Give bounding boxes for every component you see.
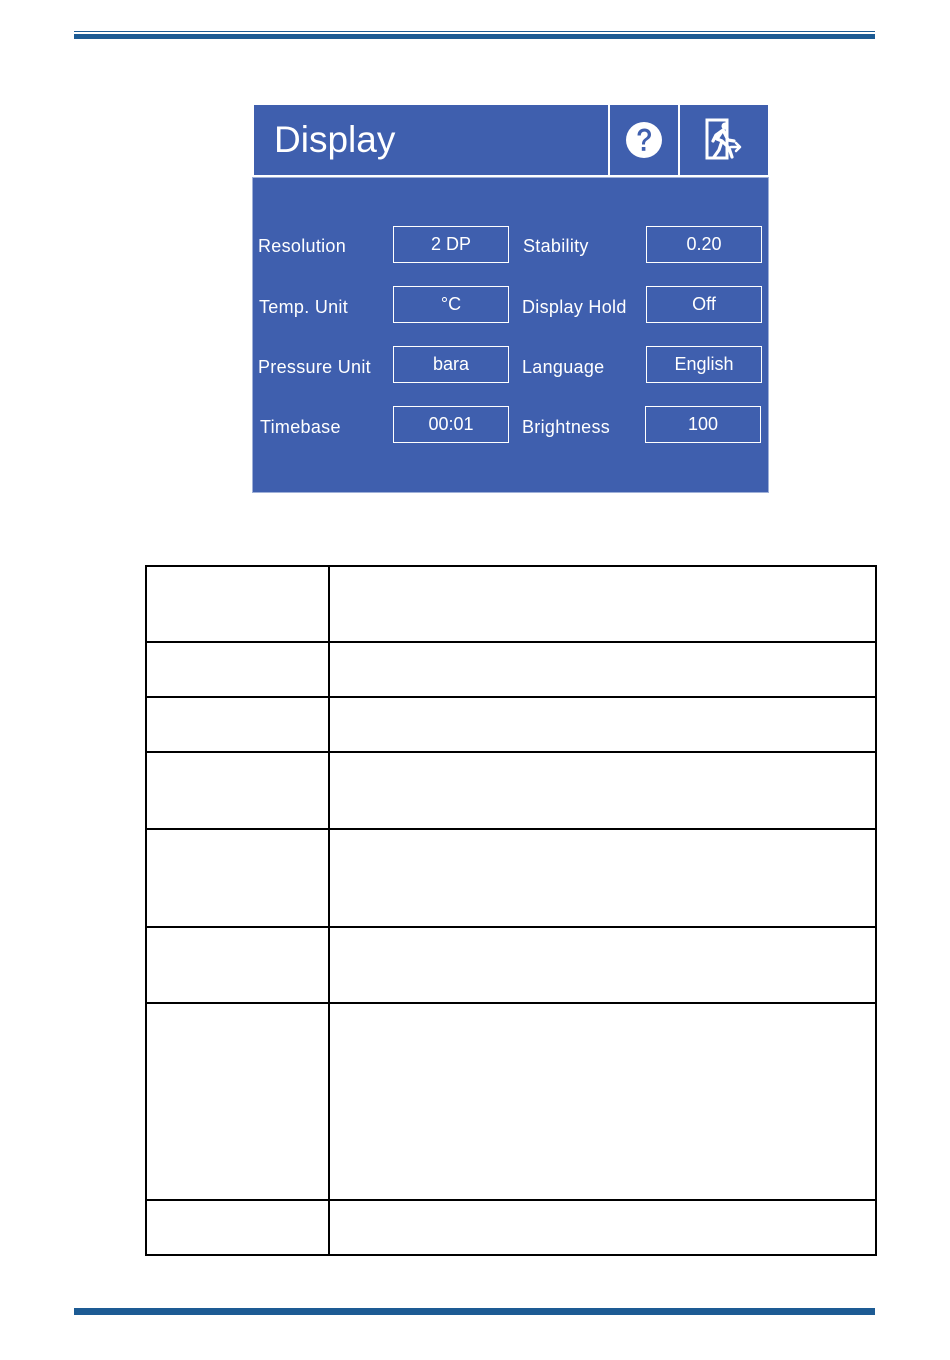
table-row [146, 927, 876, 1003]
pressure-unit-field[interactable]: bara [393, 346, 509, 383]
header-rule [74, 31, 875, 39]
table-row [146, 1200, 876, 1255]
table-row [146, 566, 876, 642]
timebase-field[interactable]: 00:01 [393, 406, 509, 443]
brightness-label: Brightness [522, 417, 611, 437]
exit-button[interactable] [680, 105, 768, 175]
table-row [146, 829, 876, 927]
brightness-field[interactable]: 100 [645, 406, 761, 443]
pressure-unit-label: Pressure Unit [258, 357, 371, 377]
help-button[interactable] [610, 105, 678, 175]
temp-unit-label: Temp. Unit [259, 297, 349, 317]
table-row [146, 642, 876, 697]
screen-title: Display [254, 105, 608, 175]
settings-panel [252, 177, 769, 493]
language-field[interactable]: English [646, 346, 762, 383]
display-settings-screen [252, 105, 769, 493]
parameter-table [145, 565, 877, 1256]
resolution-field[interactable]: 2 DP [393, 226, 509, 263]
resolution-label: Resolution [258, 236, 347, 256]
display-hold-label: Display Hold [522, 297, 627, 317]
language-label: Language [522, 357, 605, 377]
timebase-label: Timebase [260, 417, 341, 437]
question-mark-icon [624, 120, 664, 160]
stability-field[interactable]: 0.20 [646, 226, 762, 263]
footer-rule [74, 1308, 875, 1315]
stability-label: Stability [523, 236, 589, 256]
temp-unit-field[interactable]: °C [393, 286, 509, 323]
title-bar [254, 105, 768, 175]
table-row [146, 1003, 876, 1200]
table-row [146, 697, 876, 752]
exit-door-icon [704, 117, 744, 163]
display-hold-field[interactable]: Off [646, 286, 762, 323]
table-row [146, 752, 876, 829]
